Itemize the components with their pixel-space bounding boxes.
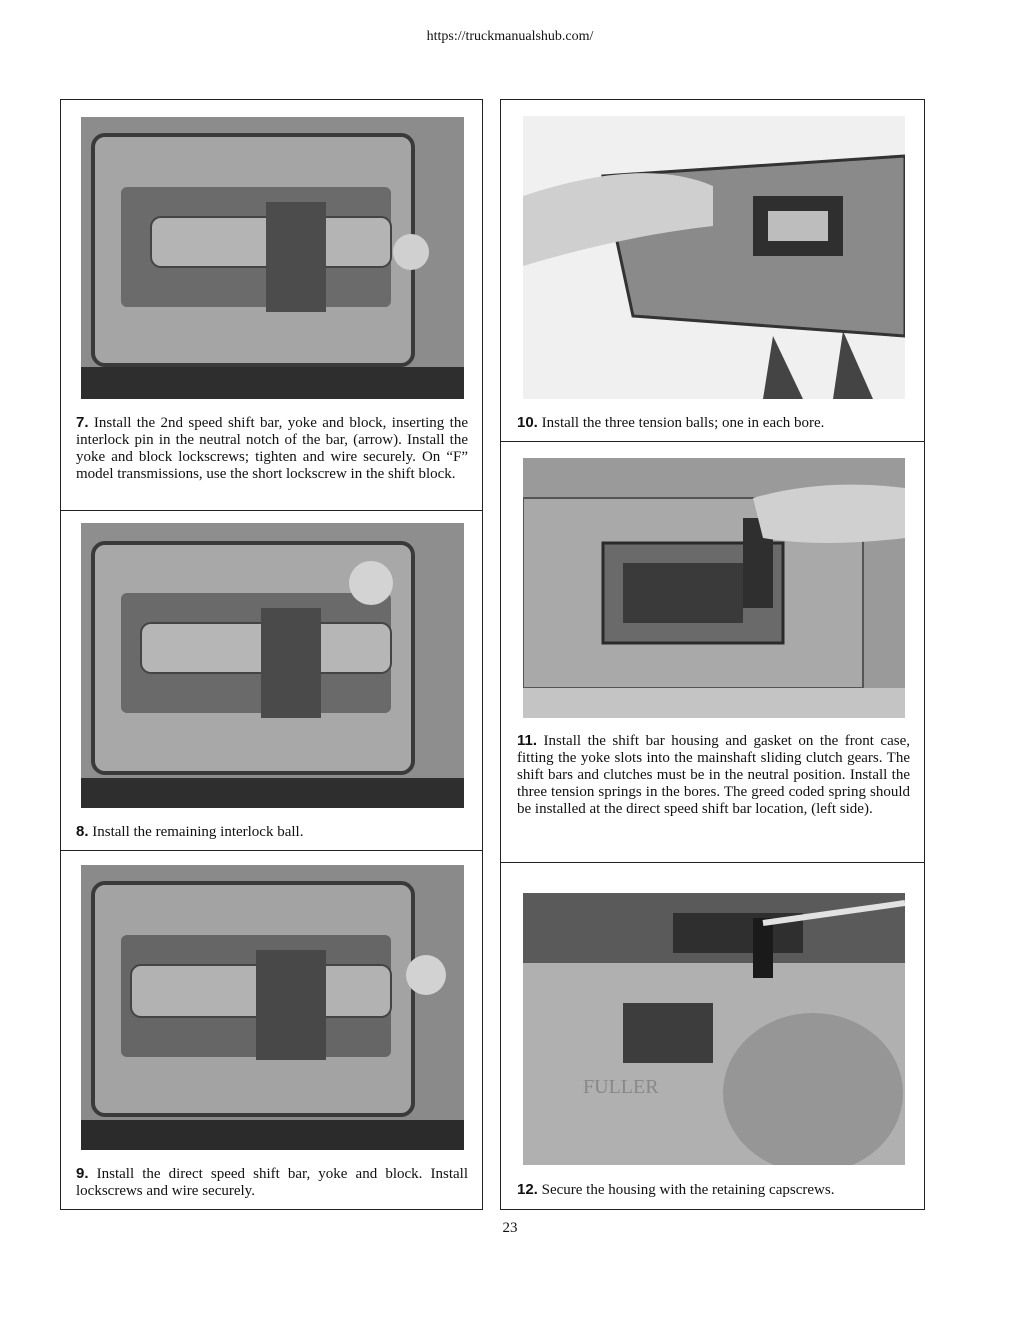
step-9-panel [61, 850, 482, 1209]
header-url: https://truckmanualshub.com/ [426, 29, 594, 44]
step-9-number: 9. [76, 1165, 89, 1182]
step-11-panel [501, 441, 924, 862]
step-10-number: 10. [517, 414, 538, 431]
page-number: 23 [502, 1220, 518, 1236]
step-9-caption [76, 1165, 468, 1200]
step-12-number: 12. [517, 1181, 538, 1198]
step-8-text: Install the remaining interlock ball. [88, 824, 304, 840]
step-9-photo [81, 865, 464, 1150]
step-11-text: Install the shift bar housing and gasket on the front case, fitting the yoke slots into the mainshaft sliding clutch gears. The shift bars and clutches must be in the neutral position. Install the three tension springs in the bores. The greed coded spring should be installed at the direct speed shift bar location, (left side). [517, 733, 910, 817]
step-8-number: 8. [76, 823, 89, 840]
step-10-text: Install the three tension balls; one in each bore. [537, 415, 825, 431]
photo-stamp-text: FULLER [583, 1076, 659, 1098]
step-8-panel [61, 510, 482, 850]
left-column [60, 99, 483, 1210]
step-11-caption [517, 732, 910, 818]
step-11-photo [523, 458, 905, 718]
step-12-panel [501, 862, 924, 1209]
step-12-photo [523, 893, 905, 1165]
step-12-text: Secure the housing with the retaining capscrews. [537, 1182, 835, 1198]
step-7-photo [81, 117, 464, 399]
step-10-photo [523, 116, 905, 399]
step-10-caption [517, 414, 909, 432]
step-7-number: 7. [76, 414, 89, 431]
step-8-caption [76, 823, 468, 841]
step-7-panel [61, 100, 482, 510]
step-7-text: Install the 2nd speed shift bar, yoke and block, inserting the interlock pin in the neutral notch of the bar, (arrow). Install the yoke and block lockscrews; tighten and wire securely. On “F” model transmissions, use the short lockscrew in the shift block. [76, 415, 468, 482]
step-8-photo [81, 523, 464, 808]
step-10-panel [501, 100, 924, 441]
step-12-caption [517, 1181, 910, 1199]
step-7-caption [76, 414, 468, 483]
step-11-number: 11. [517, 732, 538, 749]
step-9-text: Install the direct speed shift bar, yoke and block. Install lockscrews and wire securely. [76, 1166, 468, 1199]
right-column [500, 99, 925, 1210]
